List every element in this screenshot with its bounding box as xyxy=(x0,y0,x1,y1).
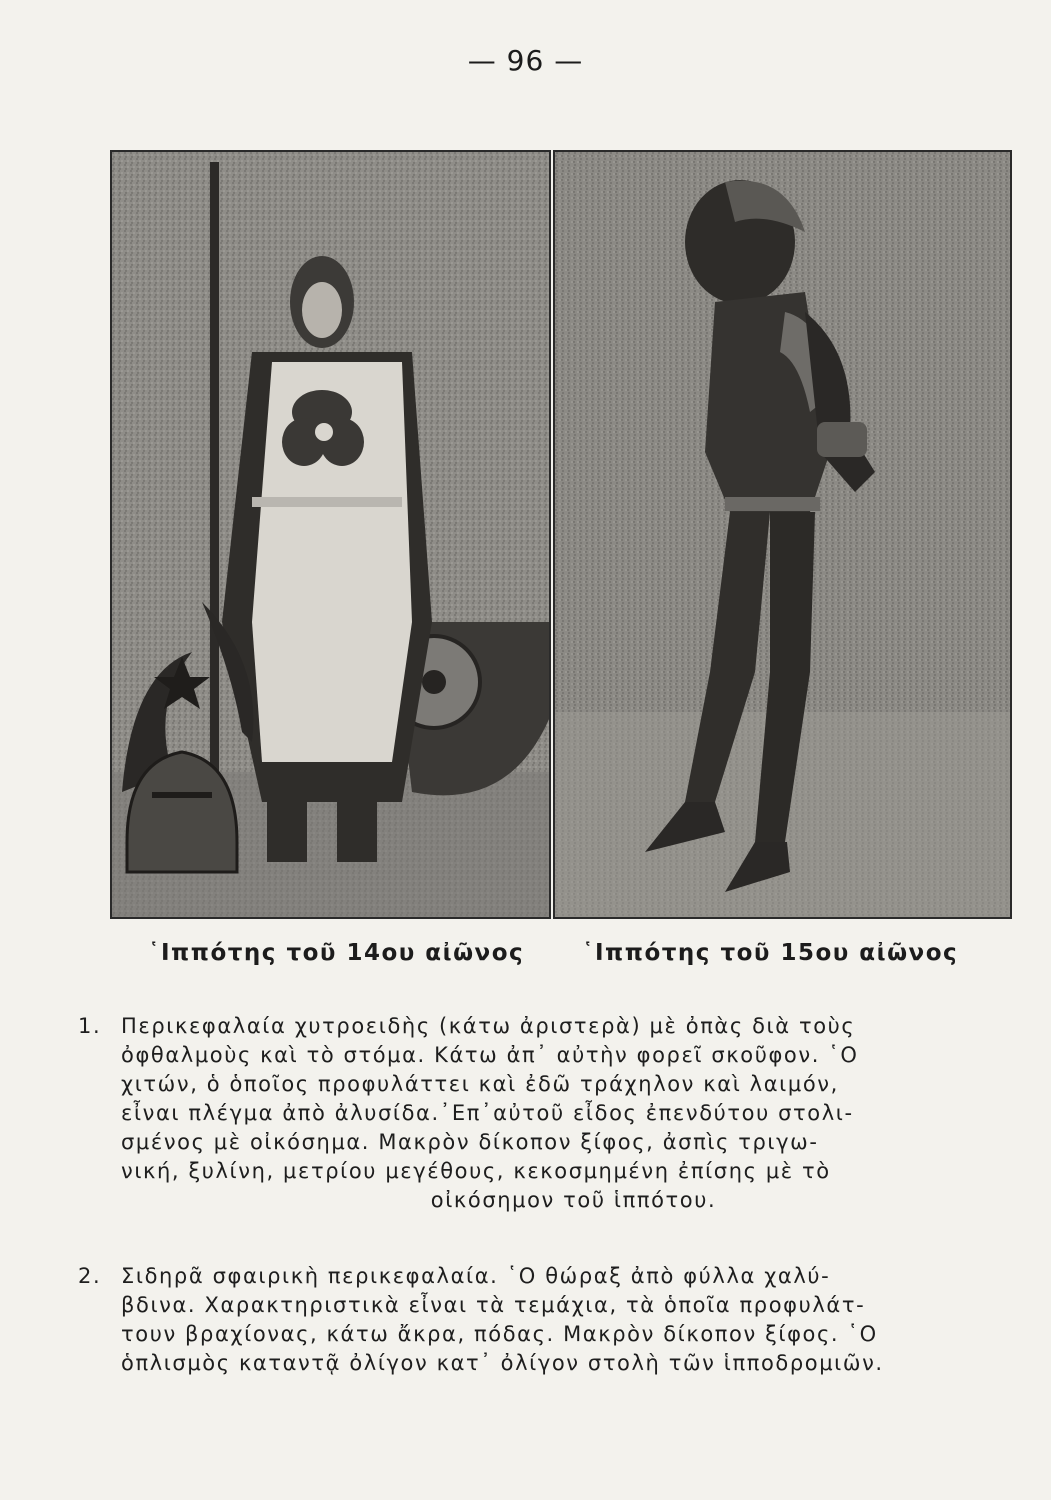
note-line: Περικεφαλαία χυτροειδὴς (κάτω ἀριστερὰ) μὲ ὀπὰς διὰ τοὺς xyxy=(121,1014,856,1038)
knight-14th-century-illustration xyxy=(112,152,549,917)
figure-caption-15th-century: ῾Ιππότης τοῦ 15ου αἰῶνος xyxy=(582,940,959,966)
note-line: Σιδηρᾶ σφαιρικὴ περικεφαλαία. ῾Ο θώραξ ἀπὸ φύλλα χαλύ- xyxy=(121,1264,831,1288)
note-number: 2. xyxy=(78,1264,102,1288)
note-number: 1. xyxy=(78,1014,102,1038)
figure-knight-15th-century xyxy=(553,150,1012,919)
note-line-last: οἰκόσημον τοῦ ἱππότου. xyxy=(430,1188,717,1212)
knight-15th-century-illustration xyxy=(555,152,1010,917)
note-2 xyxy=(78,1262,884,1378)
note-line: σμένος μὲ οἰκόσημα. Μακρὸν δίκοπον ξίφος, ἀσπὶς τριγω- xyxy=(121,1130,819,1154)
note-line: νική, ξυλίνη, μετρίου μεγέθους, κεκοσμημένη ἐπίσης μὲ τὸ xyxy=(121,1159,831,1183)
note-line: ὁπλισμὸς καταντᾷ ὀλίγον κατ᾽ ὀλίγον στολὴ τῶν ἱπποδρομιῶν. xyxy=(121,1351,884,1375)
figure-knight-14th-century xyxy=(110,150,551,919)
note-line: εἶναι πλέγμα ἀπὸ ἀλυσίδα.᾽Επ᾽αὐτοῦ εἶδος ἐπενδύτου στολι- xyxy=(121,1101,854,1125)
figure-caption-14th-century: ῾Ιππότης τοῦ 14ου αἰῶνος xyxy=(148,940,525,966)
page-number: — 96 — xyxy=(467,44,584,77)
note-line: τουν βραχίονας, κάτω ἄκρα, πόδας. Μακρὸν δίκοπον ξίφος. ῾Ο xyxy=(121,1322,878,1346)
note-1 xyxy=(78,1012,1026,1215)
note-line: βδινα. Χαρακτηριστικὰ εἶναι τὰ τεμάχια, τὰ ὁποῖα προφυλάτ- xyxy=(121,1293,866,1317)
note-line: ὀφθαλμοὺς καὶ τὸ στόμα. Κάτω ἀπ᾽ αὐτὴν φορεῖ σκοῦφον. ῾Ο xyxy=(121,1043,859,1067)
note-line: χιτών, ὁ ὁποῖος προφυλάττει καὶ ἐδῶ τράχηλον καὶ λαιμόν, xyxy=(121,1072,839,1096)
